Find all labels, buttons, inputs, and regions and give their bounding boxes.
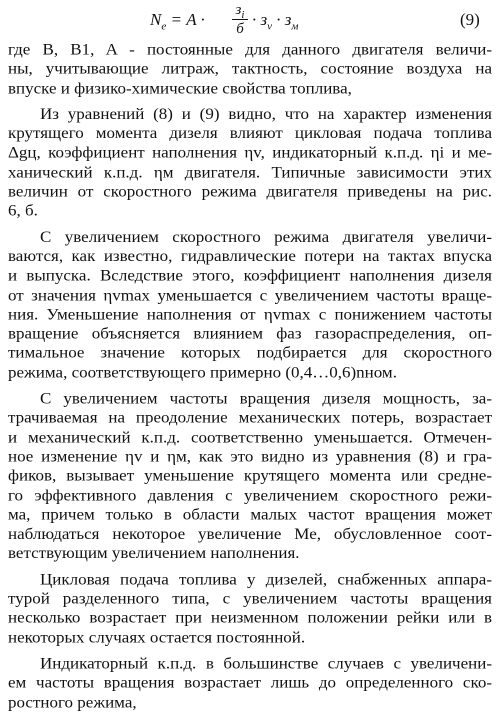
fraction-numerator-sub: i [241,9,245,21]
text-line: С увеличением скоростного режима двигателя увеличи- [40,227,492,246]
text-line: и механический к.п.д. соответственно уменьшается. Отмечен- [8,427,492,446]
text-line: Индикаторный к.п.д. в большинстве случаев с увеличени- [40,654,492,673]
formula-lhs-sub: е [161,20,167,33]
text-line: где B, B1, A - постоянные для данного двигателя величи- [8,40,492,59]
text-line: ное изменение ηv и ηм, как это видно из уравнения (8) и гра- [8,447,492,466]
text-line: величин от скоростного режима двигателя приведены на рис. [8,182,492,201]
fraction-numerator [232,2,248,21]
text-line: и выпуска. Вследствие этого, коэффициент наполнения дизеля [8,266,492,285]
text-line: тимальное значение которых подбирается для скоростного [8,343,492,362]
formula-lhs-symbol: N [150,10,162,29]
text-line: ветствующим увеличением наполнения. [8,543,300,563]
formula-rhs-term-2: · з [272,10,292,29]
text-line: 6, б. [8,201,38,220]
formula-rhs-sub-2: м [291,20,299,33]
text-line: режима, соответствующего примерно (0,4…0,6)nном. [8,363,397,382]
text-line: от значения ηvmax уменьшается с увеличением частоты враще- [8,285,492,304]
text-line: ма, причем только в области малых частот вращения может [8,505,492,524]
text-line: крутящего момента дизеля влияют цикловая подача топлива [8,124,492,143]
text-line: вращение объясняется влиянием фаз газораспределения, оп- [8,324,492,343]
text-line: го эффективного давления с увеличением скоростного режи- [8,485,492,504]
fraction-numerator-symbol: з [235,2,242,18]
text-line: ростного режима, [8,692,137,711]
text-line: С увеличением частоты вращения дизеля мощность, за- [40,389,492,408]
formula-fraction [232,2,248,37]
formula-equals: = A · [166,10,205,29]
text-line: Цикловая подача топлива у дизелей, снабженных аппара- [40,569,492,589]
fraction-bar [232,19,248,20]
text-line: трачиваемая на преодоление механических потерь, возрастает [8,408,492,427]
formula-rhs-term-1: · з [252,10,268,29]
text-line: впуске и физико-химические свойства топлива, [8,78,352,97]
formula-lhs [150,10,205,33]
formula-9 [0,2,500,40]
text-line: наблюдаться некоторое увеличение Ме, обусловленное соот- [8,524,492,543]
equation-number: (9) [460,10,480,29]
paragraph [8,570,492,647]
text-line: Δgц, коэффициент наполнения ηv, индикаторный к.п.д. ηi и ме- [8,143,492,162]
formula-rhs [252,10,299,33]
text-line: ния. Уменьшение наполнения от ηvmax с понижением частоты [8,304,492,324]
text-line: несколько возрастает при неизменном положении рейки или в [8,608,492,627]
paragraph [8,228,492,383]
paragraph [8,389,492,563]
text-line: ем частоты вращения возрастает лишь до определенного ско- [8,673,492,692]
text-line: ваются, как известно, гидравлические потери на тактах впуска [8,246,492,266]
text-line: ны, учитывающие литраж, тактность, состояние воздуха на [8,59,492,78]
formula-rhs-sub-1: v [267,20,273,33]
text-line: фиков, вызывает уменьшение крутящего момента или средне- [8,466,492,485]
paragraph [8,105,492,221]
text-line: турой разделенного типа, с увеличением частоты вращения [8,589,492,608]
text-line: Из уравнений (8) и (9) видно, что на характер изменения [40,104,492,123]
body-text [8,40,492,719]
text-line: ханический к.п.д. ηм двигателя. Типичные зависимости этих [8,162,492,181]
paragraph [8,654,492,712]
text-line: некоторых случаях остается постоянной. [8,628,306,647]
fraction-denominator: б [236,21,244,37]
paragraph [8,40,492,98]
